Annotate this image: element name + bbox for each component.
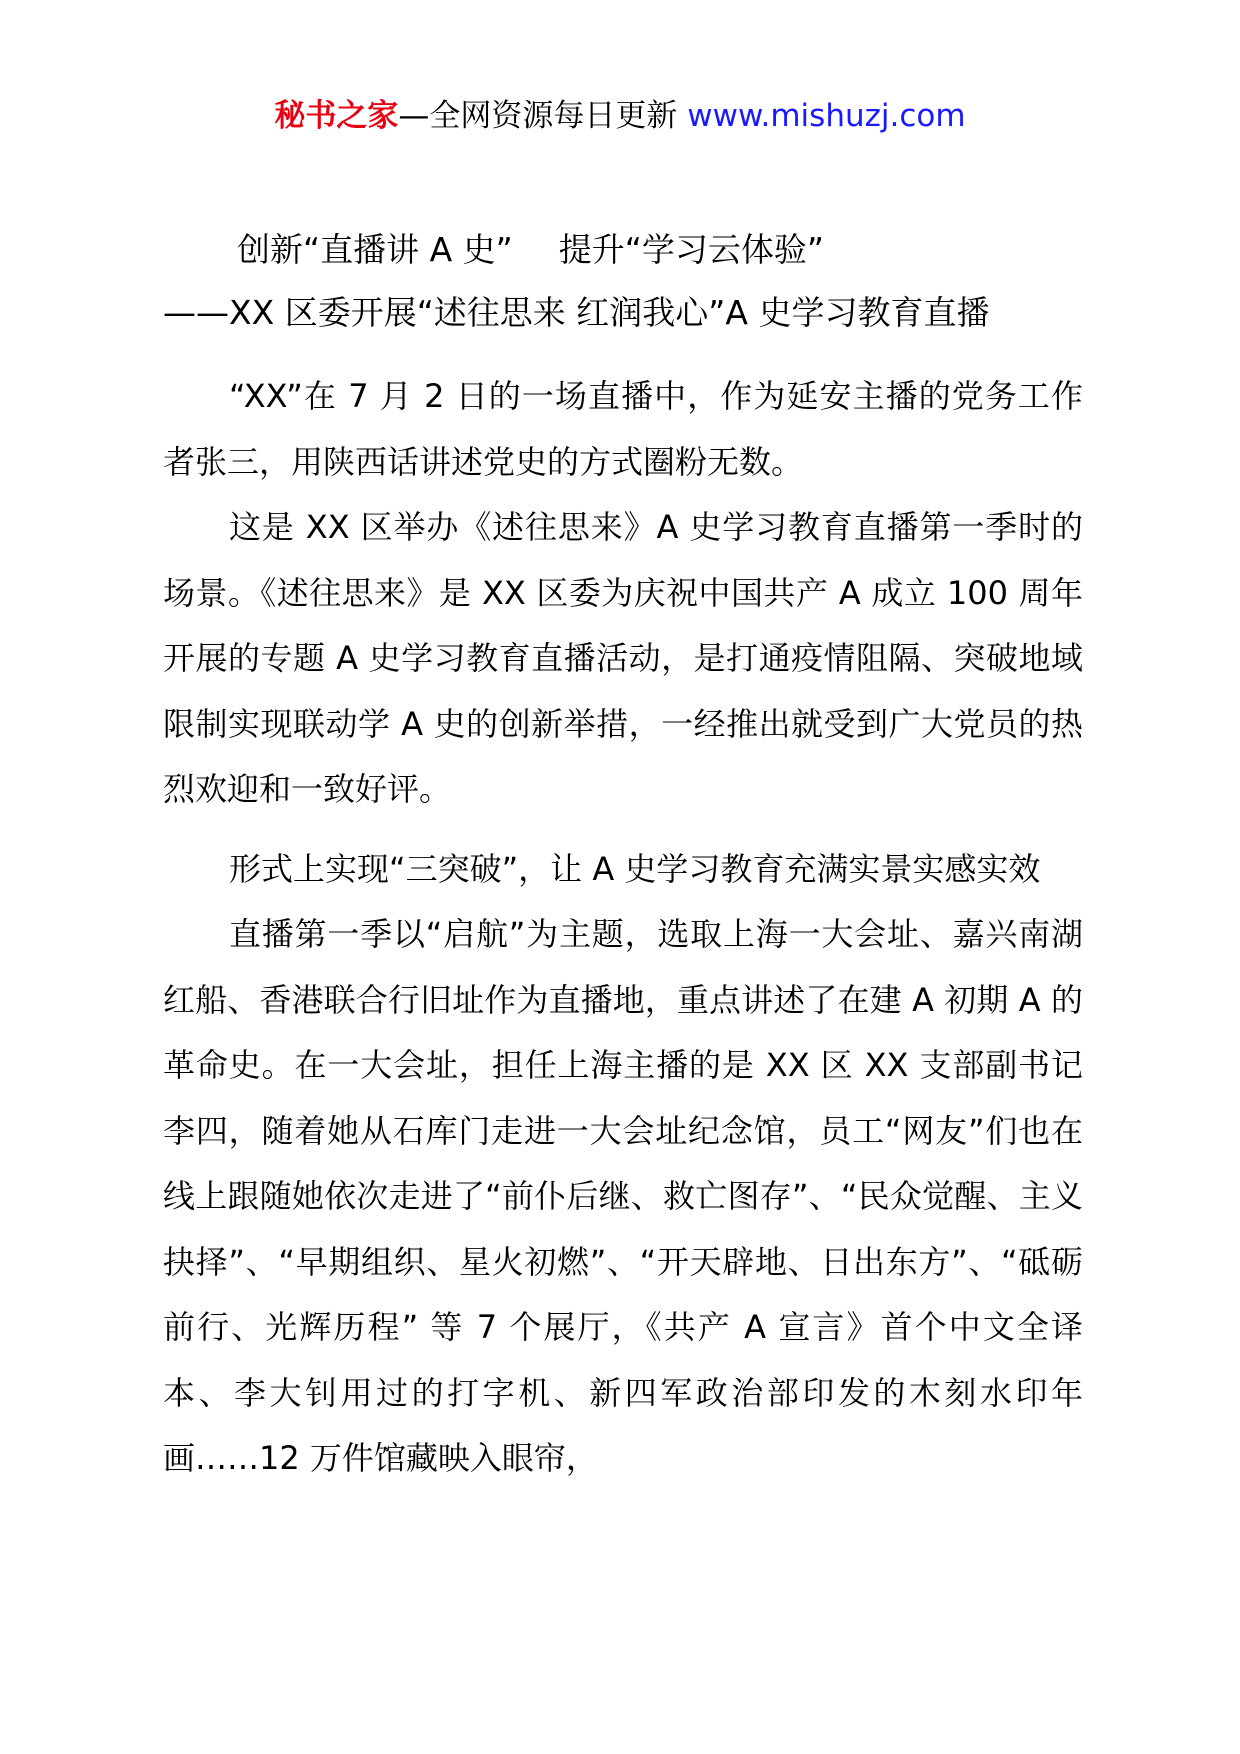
article-body (163, 226, 1083, 1492)
article-title (163, 226, 1083, 274)
paragraph-2: 这是 XX 区举办《述往思来》A 史学习教育直播第一季时的场景。《述往思来》是 XX 区委为庆祝中国共产 A 成立 100 周年开展的专题 A 史学习教育直播活动，是打通疫情阻隔、突破地域限制实现联动学 A 史的创新举措，一经推出就受到广大党员的热烈欢迎和一致好评。 (163, 508, 1083, 808)
section-heading: 形式上实现“三突破”，让 A 史学习教育充满实景实感实效 (229, 849, 1041, 888)
site-link[interactable]: www.mishuzj.com (687, 98, 966, 134)
brand-name: 秘书之家 (274, 98, 399, 134)
title-part-1: 创新“直播讲 A 史” (237, 230, 513, 269)
paragraph-1: “XX”在 7 月 2 日的一场直播中，作为延安主播的党务工作者张三，用陕西话讲述党史的方式圈粉无数。 (163, 377, 1083, 481)
page-header (0, 96, 1240, 136)
article-subtitle: ——XX 区委开展“述往思来 红润我心”A 史学习教育直播 (163, 293, 990, 332)
header-slogan: —全网资源每日更新 (398, 98, 678, 134)
title-part-2: 提升“学习云体验” (558, 230, 824, 269)
paragraph-3: 直播第一季以“启航”为主题，选取上海一大会址、嘉兴南湖红船、香港联合行旧址作为直播地，重点讲述了在建 A 初期 A 的革命史。在一大会址，担任上海主播的是 XX 区 XX 支部副书记李四，随着她从石库门走进一大会址纪念馆，员工“网友”们也在线上跟随她依次走进了“前仆后继、救亡图存”、“民众觉醒、主义抉择”、“早期组织、星火初燃”、“开天辟地、日出东方”、“砥砺前行、光辉历程” 等 7 个展厅，《共产 A 宣言》首个中文全译本、李大钊用过的打字机、新四军政治部印发的木刻水印年画……12 万件馆藏映入眼帘， (163, 915, 1083, 1477)
